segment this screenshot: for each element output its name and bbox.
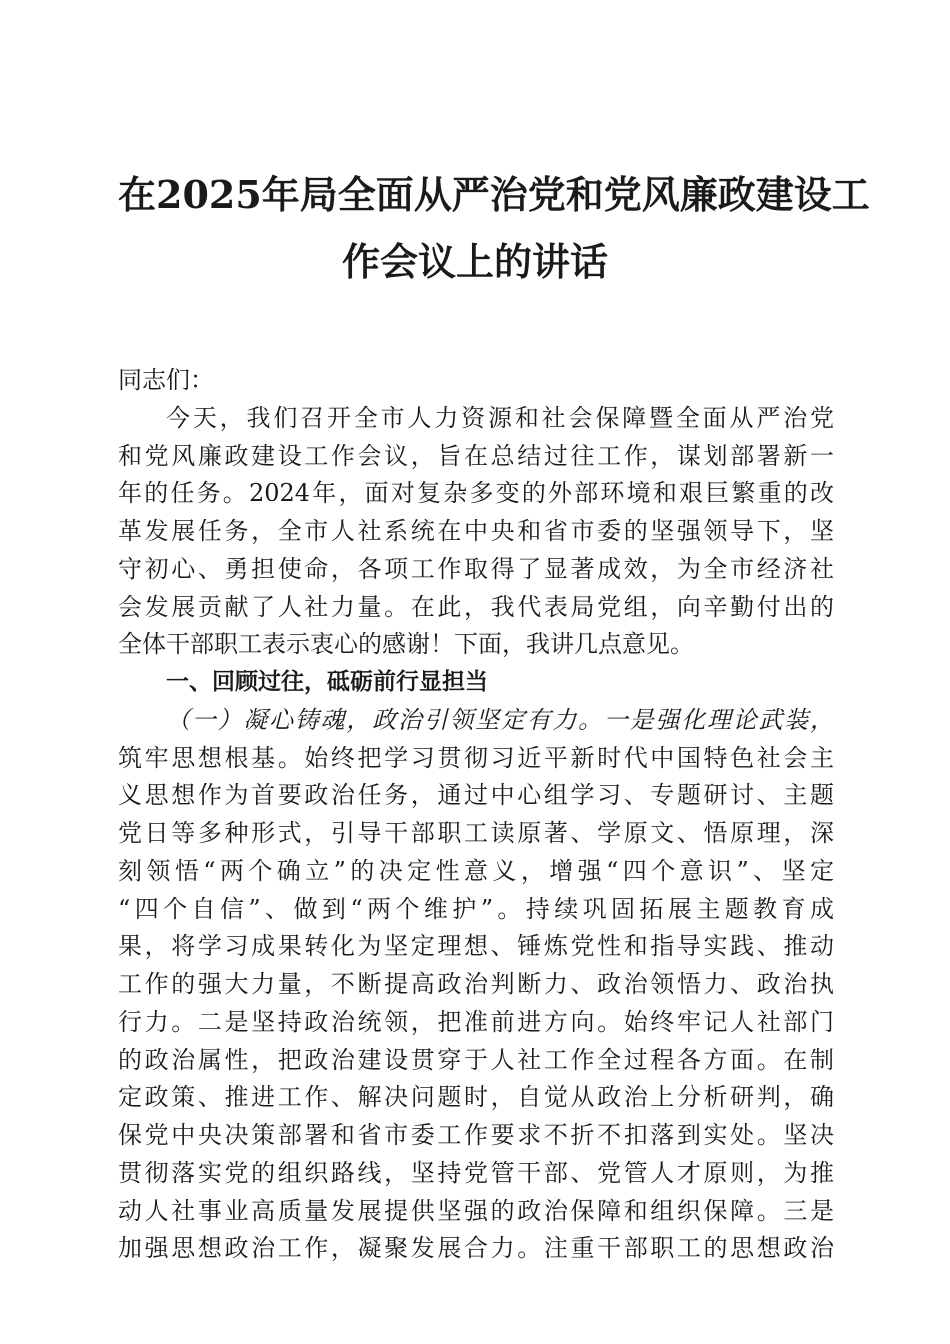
paragraph-line: 动人社事业高质量发展提供坚强的政治保障和组织保障。三是 [118, 1196, 834, 1225]
paragraph-line: 筑牢思想根基。始终把学习贯彻习近平新时代中国特色社会主 [118, 743, 834, 772]
paragraph-line: 果，将学习成果转化为坚定理想、锤炼党性和指导实践、推动 [118, 932, 834, 961]
subsection-lead-line: （一）凝心铸魂，政治引领坚定有力。一是强化理论武装， [166, 705, 834, 734]
salutation: 同志们： [118, 366, 214, 394]
paragraph-line: 守初心、勇担使命，各项工作取得了显著成效，为全市经济社 [118, 554, 834, 583]
paragraph-line: 贯彻落实党的组织路线，坚持党管干部、党管人才原则，为推 [118, 1158, 834, 1187]
paragraph-line: 定政策、推进工作、解决问题时，自觉从政治上分析研判，确 [118, 1083, 834, 1112]
document-title-line-1: 在2025年局全面从严治党和党风廉政建设工 [118, 172, 870, 217]
document-body [118, 362, 834, 1268]
paragraph-line: 党日等多种形式，引导干部职工读原著、学原文、悟原理，深 [118, 819, 834, 847]
paragraph-line: 刻领悟“两个确立”的决定性意义，增强“四个意识”、坚定 [118, 856, 834, 885]
paragraph-line: 和党风廉政建设工作会议，旨在总结过往工作，谋划部署新一 [118, 441, 834, 470]
document-title-line-2: 作会议上的讲话 [341, 239, 608, 284]
paragraph-line: “四个自信”、做到“两个维护”。持续巩固拓展主题教育成 [118, 894, 834, 923]
paragraph-line: 年的任务。2024年，面对复杂多变的外部环境和艰巨繁重的改 [118, 479, 834, 508]
paragraph-line: 加强思想政治工作，凝聚发展合力。注重干部职工的思想政治 [118, 1234, 834, 1263]
paragraph-line: 的政治属性，把政治建设贯穿于人社工作全过程各方面。在制 [118, 1045, 834, 1074]
paragraph-line: 行力。二是坚持政治统领，把准前进方向。始终牢记人社部门 [118, 1007, 834, 1036]
paragraph-line: 义思想作为首要政治任务，通过中心组学习、专题研讨、主题 [118, 781, 834, 810]
paragraph-line: 全体干部职工表示衷心的感谢！下面，我讲几点意见。 [118, 630, 694, 659]
paragraph-line: 革发展任务，全市人社系统在中央和省市委的坚强领导下，坚 [118, 517, 834, 545]
paragraph-line: 会发展贡献了人社力量。在此，我代表局党组，向辛勤付出的 [118, 592, 834, 621]
paragraph-line: 工作的强大力量，不断提高政治判断力、政治领悟力、政治执 [118, 970, 834, 998]
section-heading: 一、回顾过往，砥砺前行显担当 [166, 669, 488, 695]
paragraph-line: 保党中央决策部署和省市委工作要求不折不扣落到实处。坚决 [118, 1121, 834, 1149]
paragraph-line: 今天，我们召开全市人力资源和社会保障暨全面从严治党 [166, 403, 834, 432]
